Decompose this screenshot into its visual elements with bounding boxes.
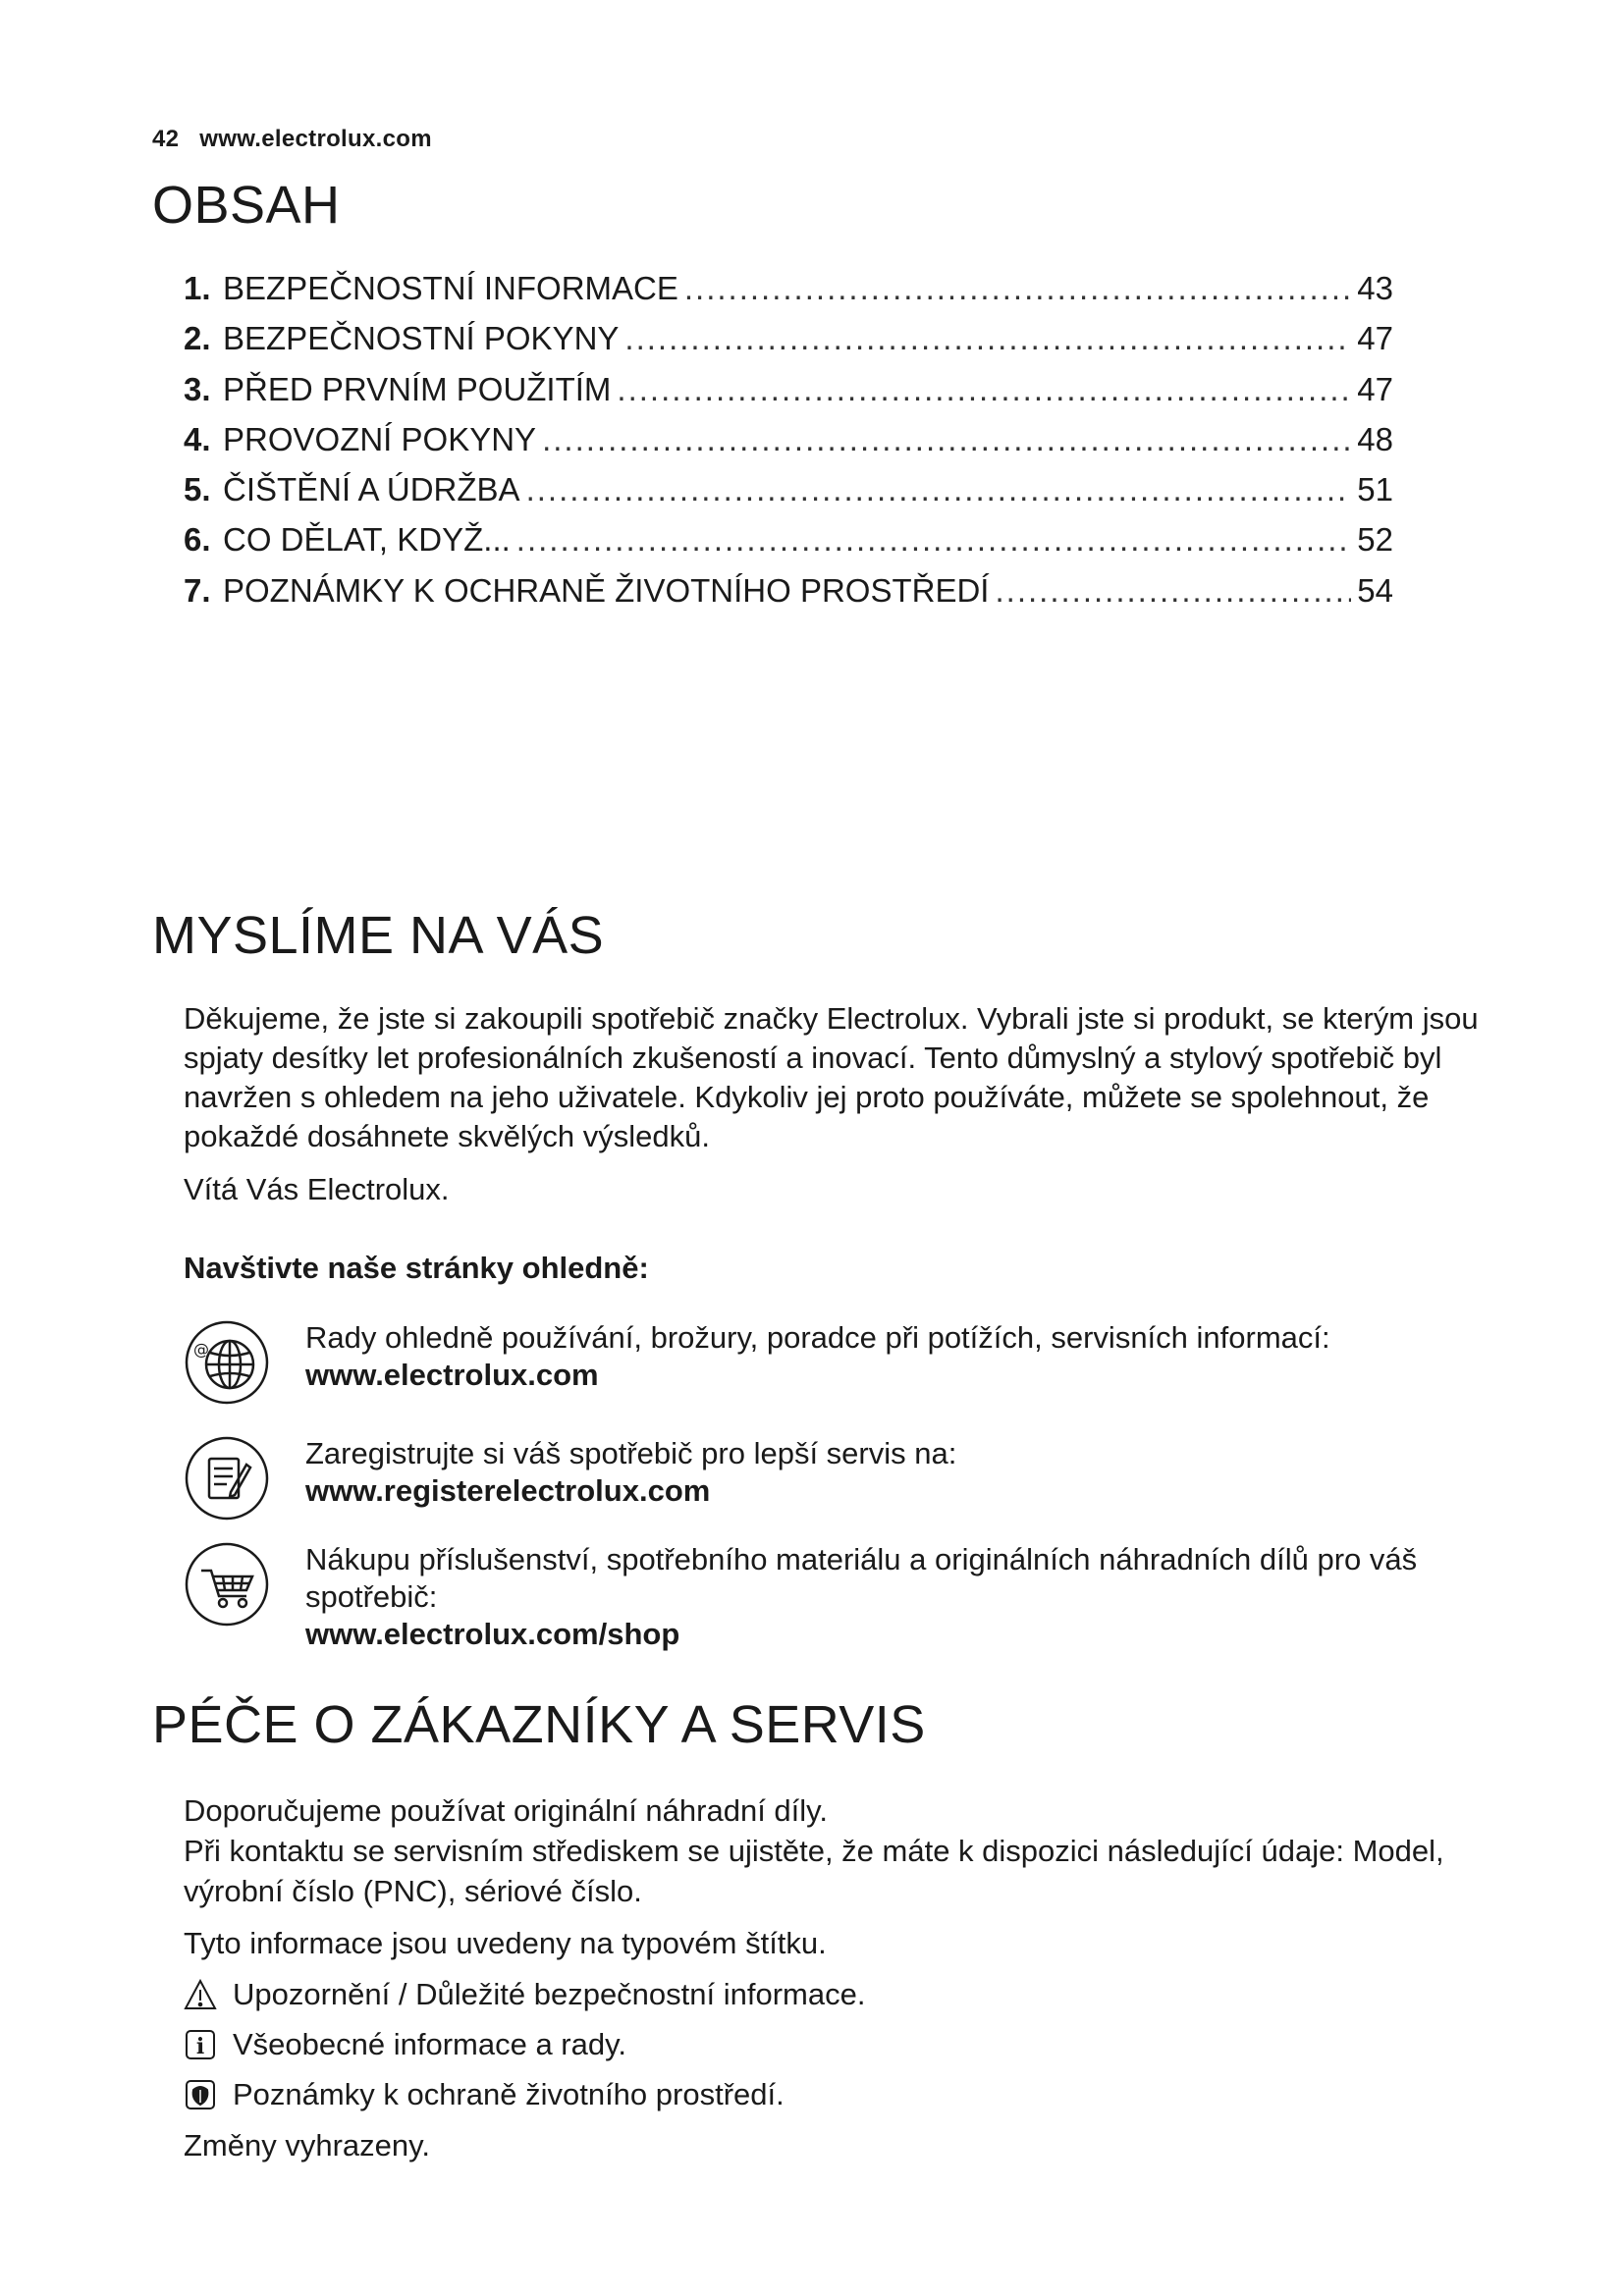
- toc-item[interactable]: [184, 364, 1393, 414]
- visit-item-web: [184, 1319, 1499, 1406]
- intro-section: [184, 999, 1480, 1223]
- visit-text: Rady ohledně používání, brožury, poradce při potížích, servisních informací:: [305, 1320, 1330, 1355]
- toc-item[interactable]: [184, 514, 1393, 564]
- toc-item[interactable]: [184, 313, 1393, 363]
- register-form-icon: [184, 1435, 270, 1522]
- legend-text: Všeobecné informace a rady.: [233, 2027, 626, 2061]
- toc-item-title: ČIŠTĚNÍ A ÚDRŽBA: [223, 471, 520, 508]
- legend-warning: [184, 1975, 1480, 2014]
- toc-item[interactable]: [184, 263, 1393, 313]
- toc-item[interactable]: [184, 565, 1393, 615]
- toc-item-number: 3.: [184, 370, 211, 407]
- toc-leader-dots: [542, 414, 1351, 464]
- section-heading-care: PÉČE O ZÁKAZNÍKY A SERVIS: [152, 1695, 926, 1754]
- toc-leader-dots: [624, 313, 1351, 363]
- legend-text: Poznámky k ochraně životního prostředí.: [233, 2077, 785, 2111]
- page-number: 42: [152, 126, 180, 152]
- legend-environment: [184, 2075, 1480, 2114]
- toc-heading: OBSAH: [152, 176, 341, 235]
- toc-item-number: 6.: [184, 521, 211, 559]
- toc-item-number: 5.: [184, 471, 211, 508]
- toc-item-title: CO DĚLAT, KDYŽ...: [223, 521, 511, 559]
- toc-item-page: 51: [1357, 471, 1393, 508]
- toc-item-title: BEZPEČNOSTNÍ INFORMACE: [223, 270, 678, 306]
- toc-leader-dots: [516, 514, 1352, 564]
- visit-item-shop: [184, 1541, 1499, 1653]
- shopping-cart-icon: [184, 1541, 270, 1628]
- toc-leader-dots: [617, 364, 1351, 414]
- visit-text: Nákupu příslušenství, spotřebního materiálu a originálních náhradních dílů pro váš spotřebič:: [305, 1542, 1418, 1614]
- table-of-contents: [184, 263, 1393, 615]
- care-line: Při kontaktu se servisním střediskem se ujistěte, že máte k dispozici následující údaje: Model, výrobní číslo (PNC), sériové číslo.: [184, 1834, 1444, 1908]
- care-rating-plate: Tyto informace jsou uvedeny na typovém štítku.: [184, 1926, 827, 1960]
- toc-leader-dots: [684, 263, 1351, 313]
- globe-web-icon: [184, 1319, 270, 1406]
- toc-item[interactable]: [184, 464, 1393, 514]
- legend-info: [184, 2025, 1480, 2064]
- toc-item-number: 4.: [184, 420, 211, 457]
- visit-item-register: [184, 1435, 1499, 1522]
- info-icon: [184, 2028, 217, 2061]
- legend-text: Upozornění / Důležité bezpečnostní informace.: [233, 1977, 866, 2011]
- warning-triangle-icon: [184, 1978, 217, 2011]
- toc-item-page: 47: [1357, 370, 1393, 407]
- toc-item-page: 47: [1357, 320, 1393, 357]
- environment-leaf-icon: [184, 2078, 217, 2111]
- toc-item-page: 43: [1357, 270, 1393, 306]
- svg-text:i: i: [195, 2034, 205, 2059]
- section-heading-thinking: MYSLÍME NA VÁS: [152, 906, 605, 965]
- page-header: [152, 126, 432, 153]
- link-register[interactable]: www.registerelectrolux.com: [305, 1473, 711, 1508]
- toc-item-title: PŘED PRVNÍM POUŽITÍM: [223, 370, 612, 407]
- toc-item-page: 52: [1357, 521, 1393, 559]
- visit-heading: Navštivte naše stránky ohledně:: [184, 1251, 649, 1285]
- changes-reserved: Změny vyhrazeny.: [184, 2128, 430, 2163]
- toc-leader-dots: [995, 565, 1351, 615]
- toc-leader-dots: [526, 464, 1352, 514]
- toc-item-page: 54: [1357, 571, 1393, 609]
- toc-item-title: BEZPEČNOSTNÍ POKYNY: [223, 320, 620, 357]
- visit-text: Zaregistrujte si váš spotřebič pro lepší servis na:: [305, 1436, 957, 1470]
- svg-text:@: @: [193, 1340, 209, 1359]
- greeting: Vítá Vás Electrolux.: [184, 1172, 450, 1206]
- link-electrolux[interactable]: www.electrolux.com: [305, 1358, 599, 1392]
- toc-item-number: 2.: [184, 320, 211, 357]
- care-line: Doporučujeme používat originální náhradní díly.: [184, 1793, 828, 1828]
- toc-item-title: POZNÁMKY K OCHRANĚ ŽIVOTNÍHO PROSTŘEDÍ: [223, 571, 990, 609]
- care-section: [184, 1790, 1480, 2177]
- intro-paragraph: Děkujeme, že jste si zakoupili spotřebič značky Electrolux. Vybrali jste si produkt, se kterým jsou spjaty desítky let profesionálních zkušeností a inovací. Tento důmyslný a stylový spotřebič byl navržen s ohledem na jeho uživatele. Kdykoliv jej proto používáte, můžete se spolehnout, že pokaždé dosáhnete skvělých výsledků.: [184, 1001, 1479, 1153]
- toc-item-number: 7.: [184, 571, 211, 609]
- toc-item-title: PROVOZNÍ POKYNY: [223, 420, 537, 457]
- toc-item[interactable]: [184, 414, 1393, 464]
- header-site-url: www.electrolux.com: [199, 126, 432, 152]
- toc-item-page: 48: [1357, 420, 1393, 457]
- toc-item-number: 1.: [184, 270, 211, 306]
- link-shop[interactable]: www.electrolux.com/shop: [305, 1617, 680, 1651]
